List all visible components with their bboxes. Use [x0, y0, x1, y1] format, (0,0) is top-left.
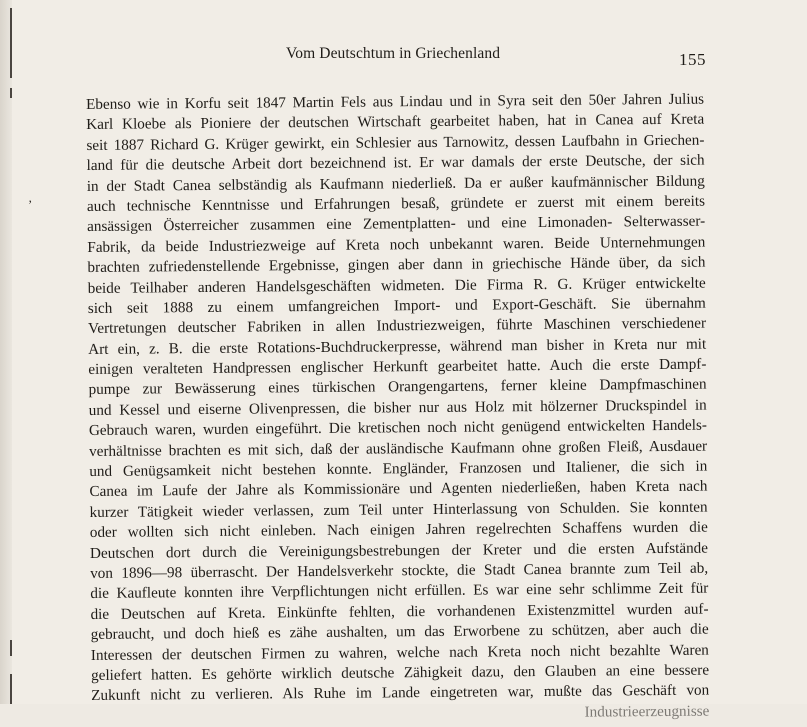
text-line: ansässigen Österreicher zusammen eine Zementplatten- und eine Limonaden- Selterwasser-	[87, 212, 706, 236]
binding-mark	[10, 88, 12, 98]
text-line: Vertretungen deutscher Fabriken in allen Industriezweigen, führte Maschinen verschiedener	[87, 314, 707, 338]
text-line: Deutschen dort durch die Vereinigungsbestrebungen der Kreter und die ersten Aufstände	[89, 539, 709, 562]
body-text	[86, 90, 709, 727]
text-line: Canea im Laufe der Jahre als Kommissionäre und Agenten niederließen, haben Kreta nach	[89, 478, 708, 501]
text-line: Fabrik, da beide Industriezweige auf Kreta noch unbekannt waren. Beide Unternehmungen	[87, 233, 706, 256]
text-line: beide Teilhaber anderen Handelsgeschäften widmeten. Die Firma R. G. Krüger entwickelte	[87, 274, 706, 297]
text-line: seit 1887 Richard G. Krüger gewirkt, ein Schlesier aus Tarnowitz, dessen Laufbahn in Griechen-	[86, 131, 705, 154]
running-title: Vom Deutschtum in Griechenland	[286, 45, 501, 62]
text-line: Gebrauch waren, wurden eingeführt. Die kretischen noch nicht genügend entwickelten Handels-	[88, 416, 707, 440]
text-line-cut-off: Industrieerzeugnisse	[584, 702, 710, 721]
text-line: Zukunft nicht zu verlieren. Als Ruhe im Lande eingetreten war, mußte das Geschäft von	[91, 681, 710, 705]
text-line: Interessen der deutschen Firmen zu wahren, welche nach Kreta noch nicht bezahlte Waren	[90, 641, 709, 664]
text-line: oder wollten sich nicht einleben. Nach einigen Jahren regelrechten Schaffens wurden die	[89, 518, 708, 542]
text-line: und Kessel und eiserne Olivenpressen, die bisher nur aus Holz mit hölzerner Druckspindel in	[88, 396, 707, 419]
binding-mark	[10, 8, 12, 78]
text-line: kurzer Tätigkeit wieder verlassen, zum Teil unter Hinterlassung von Schulden. Sie konnten	[89, 498, 708, 521]
text-line: verhältnisse brachten es mit sich, daß der ausländische Kaufmann ohne großen Fleiß, Ausdauer	[89, 437, 708, 460]
page-binding-edge	[0, 0, 12, 704]
text-line: die Deutschen auf Kreta. Einkünfte fehlten, die vorhandenen Existenzmittel wurden auf-	[90, 600, 709, 623]
text-line: auch technische Kenntnisse und Erfahrungen besaß, gründete er zuerst mit einem bereits	[86, 192, 706, 215]
text-line: Ebenso wie in Korfu seit 1847 Martin Fels aus Lindau und in Syra seit den 50er Jahren Julius	[86, 90, 705, 113]
binding-mark	[10, 640, 12, 656]
text-line: land für die deutsche Arbeit dort bezeichnend ist. Er war damals der erste Deutsche, der sich	[86, 151, 705, 175]
text-line: einigen veralteten Handpressen englischer Herkunft gearbeitet hatte. Auch die erste Dampf-	[88, 355, 707, 379]
text-line: Karl Kloebe als Pioniere der deutschen Wirtschaft gearbeitet haben, hat in Canea auf Kreta	[86, 110, 705, 134]
text-line: in der Stadt Canea selbständig als Kaufmann niederließ. Da er außer kaufmännischer Bildung	[86, 172, 705, 195]
text-line: sich seit 1888 zu einem umfangreichen Import- und Export-Geschäft. Sie übernahm	[87, 294, 706, 317]
text-line: und Genügsamkeit nicht bestehen konnte. Engländer, Franzosen und Italiener, die sich in	[89, 457, 708, 481]
page-number: 155	[679, 50, 706, 69]
text-line: die Kaufleute konnten ihre Verpflichtungen nicht erfüllen. Es war eine sehr schlimme Zeit für	[90, 579, 709, 603]
text-line: von 1896—98 überrascht. Der Handelsverkehr stockte, die Stadt Canea brannte zum Teil ab,	[90, 559, 709, 582]
text-line: gebraucht, und doch hieß es zähe aushalten, um das Erworbene zu schützen, aber auch die	[90, 620, 709, 644]
binding-mark	[10, 674, 12, 704]
text-line: brachten zufriedenstellende Ergebnisse, gingen aber dann in griechische Hände über, da sich	[87, 253, 706, 277]
text-line: Art ein, z. B. die erste Rotations-Buchdruckerpresse, während man bisher in Kreta nur mit	[88, 335, 707, 358]
text-line: geliefert hatten. Es gehörte wirklich deutsche Zähigkeit dazu, den Glauben an eine bessere	[90, 661, 710, 684]
margin-tick-icon: ‚	[28, 190, 33, 205]
text-line: pumpe zur Bewässerung eines türkischen Orangengartens, ferner kleine Dampfmaschinen	[88, 376, 707, 399]
